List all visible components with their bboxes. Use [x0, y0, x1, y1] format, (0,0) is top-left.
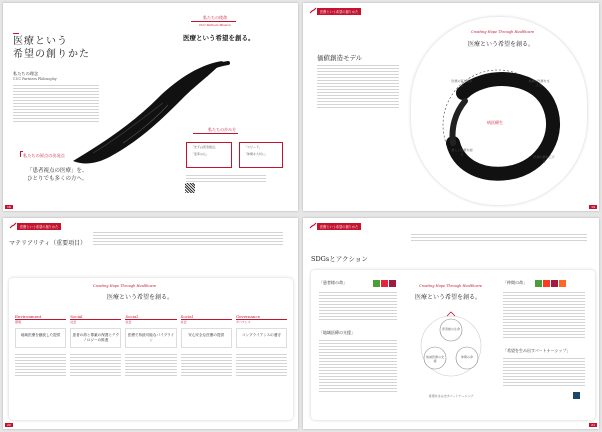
column-head: Social	[125, 314, 176, 320]
value-box-right	[239, 142, 283, 168]
column-body	[70, 354, 121, 378]
column-body	[181, 354, 232, 378]
page-sdgs	[303, 218, 599, 429]
column-body	[236, 354, 287, 378]
left-body-1	[319, 292, 397, 322]
sdg-3-icon	[373, 280, 380, 287]
sdg-8-icon	[551, 280, 558, 287]
materiality-columns	[15, 314, 287, 416]
mission-subtitle: CUC Partners Mission	[199, 23, 231, 27]
card-tagline: Creating Hope Through Healthcare	[93, 284, 157, 288]
page-philosophy	[3, 3, 298, 211]
mission-text: 医療という希望を創る。	[183, 34, 255, 42]
left-body-2	[319, 340, 397, 392]
column-label: ガバナンス	[235, 320, 251, 324]
node-patient-life: 患者様の生命	[442, 327, 461, 331]
column-item: 患者の命と尊厳の保護とテクノロジーの推進	[70, 328, 121, 348]
ring-label-2: 地域の医療を支える	[528, 79, 550, 87]
right-heading-1: 「仲間の命」	[503, 280, 527, 285]
page-number: 21	[591, 423, 595, 427]
origin-text-2: ひとりでも多くの方へ。	[27, 176, 88, 182]
ring-label-1: 医療の質を高める	[451, 79, 473, 87]
model-body	[317, 65, 399, 109]
node-regional-support: 地域医療の支援	[426, 355, 445, 363]
page-value-creation	[303, 3, 599, 211]
column-head: Social	[181, 314, 232, 320]
card-title: 医療という希望を創る。	[107, 294, 174, 301]
page-title: SDGsとアクション	[311, 255, 368, 263]
column-body	[125, 354, 176, 378]
ring-label-4: 医療の場を広げる	[533, 155, 555, 163]
action-label: 私たちの歩み方	[208, 127, 236, 132]
sdg-17-icon	[573, 392, 580, 399]
center-label: 病医療生	[487, 120, 503, 125]
value-4: 「仲間を大切に」	[244, 152, 269, 156]
column-item: 地域医療を継続した提供	[15, 328, 66, 348]
column-head: Governance	[236, 314, 287, 320]
section-tag: 医療という希望の創りかた	[317, 223, 361, 230]
value-box-left	[186, 142, 232, 168]
title-rule	[13, 33, 19, 34]
column-head: Social	[70, 314, 121, 320]
column-item: 医療で持続可能なパイプライン	[125, 328, 176, 348]
left-heading-2: 「地域医療の支援」	[319, 330, 355, 335]
column-head: Environment	[15, 314, 66, 320]
ring-label-3: 新しい医療を創る	[451, 148, 473, 156]
mission-label: 私たちの使命	[203, 15, 227, 20]
right-body-2	[503, 358, 585, 386]
column-label: 社会	[125, 320, 132, 324]
card-tagline: Creating Hope Through Healthcare	[419, 284, 483, 288]
philosophy-subtitle: CUC Partners Philosophy	[13, 77, 57, 81]
intro-body	[93, 232, 283, 246]
sdg-1-icon	[381, 280, 388, 287]
qr-code[interactable]	[185, 183, 195, 193]
column-body	[15, 354, 66, 378]
origin-text-1: 「患者視点の医療」を、	[27, 168, 88, 174]
circle-tagline: Creating Hope Through Healthcare	[471, 30, 535, 34]
column-social-2	[125, 314, 176, 416]
column-social-3	[181, 314, 232, 416]
column-label: 社会	[70, 320, 77, 324]
column-governance	[236, 314, 287, 416]
japan-map-icon	[309, 222, 317, 230]
intro-body	[411, 234, 587, 242]
section-tag: 医療という希望の創りかた	[17, 223, 61, 230]
circle-title: 医療という希望を創る。	[468, 41, 535, 48]
value-1: 「先ずは患者視点」	[191, 145, 219, 149]
column-label: 環境	[15, 320, 22, 324]
left-heading-1: 「患者様の命」	[319, 280, 347, 285]
page-materiality	[3, 218, 298, 429]
node-peer-life: 仲間の命	[460, 355, 473, 359]
mission-rule	[191, 21, 236, 22]
right-body-1	[503, 292, 585, 340]
node-partnership: 希望を生み出すパートナーシップ	[428, 394, 474, 398]
sdg-3-icon	[535, 280, 542, 287]
origin-label: 私たちの原点の出発点	[23, 153, 65, 158]
section-tag: 医療という希望の創りかた	[317, 8, 361, 15]
sdg-9-icon	[559, 280, 566, 287]
sdg-8-icon	[389, 280, 396, 287]
philosophy-title: 私たちの理念	[13, 71, 39, 76]
action-rule	[193, 133, 238, 134]
values-footnote	[186, 175, 266, 183]
japan-map-icon	[309, 7, 317, 15]
page-number: 20	[7, 423, 11, 427]
right-heading-2: 「希望を生み出すパートナーシップ」	[503, 348, 571, 353]
sdgs-network-diagram	[413, 306, 489, 388]
page-title: マテリアリティ（重要項目）	[9, 240, 87, 247]
title-line-1: 医療という	[13, 36, 68, 47]
column-label: 社会	[180, 320, 187, 324]
column-social-1	[70, 314, 121, 416]
bracket-top	[20, 151, 23, 157]
page-number: 19	[591, 205, 595, 209]
sdg-5-icon	[543, 280, 550, 287]
value-2: 「スピード」	[244, 145, 262, 149]
column-item: コンプライアンスの遵守	[236, 328, 287, 348]
model-title: 価値創造モデル	[317, 54, 363, 62]
title-line-2: 希望の創りかた	[13, 49, 90, 60]
card-title: 医療という希望を創る。	[415, 294, 482, 301]
page-number: 18	[7, 205, 11, 209]
value-3: 「変革の心」	[191, 152, 210, 156]
origin-text	[27, 167, 88, 183]
column-environment	[15, 314, 66, 416]
column-item: 安心安全な医療の提供	[181, 328, 232, 348]
japan-map-icon	[9, 222, 17, 230]
